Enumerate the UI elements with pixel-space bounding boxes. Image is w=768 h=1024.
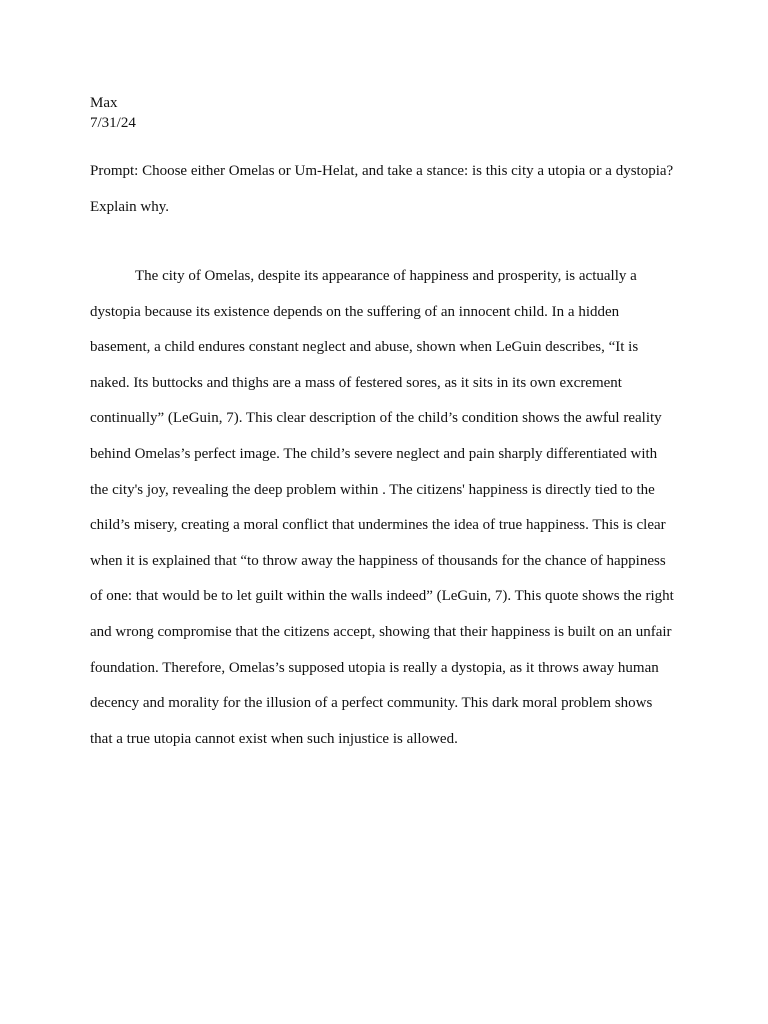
essay-line: behind Omelas’s perfect image. The child’s severe neglect and pain sharply differentiated with bbox=[90, 445, 658, 462]
essay-line: continually” (LeGuin, 7). This clear description of the child’s condition shows the awful reality bbox=[90, 410, 662, 427]
document-header bbox=[90, 93, 136, 133]
essay-line: decency and morality for the illusion of a perfect community. This dark moral problem shows bbox=[90, 695, 653, 712]
essay-line: foundation. Therefore, Omelas’s supposed utopia is really a dystopia, as it throws away human bbox=[90, 659, 659, 676]
essay-line: the city's joy, revealing the deep problem within . The citizens' happiness is directly tied to the bbox=[90, 481, 655, 498]
essay-body bbox=[90, 259, 690, 757]
essay-line: basement, a child endures constant neglect and abuse, shown when LeGuin describes, “It is bbox=[90, 339, 639, 356]
essay-line: The city of Omelas, despite its appearance of happiness and prosperity, is actually a bbox=[135, 268, 637, 284]
document-date: 7/31/24 bbox=[90, 115, 136, 131]
prompt-block bbox=[90, 153, 690, 225]
prompt-line: Prompt: Choose either Omelas or Um-Helat, and take a stance: is this city a utopia or a dystopia? bbox=[90, 163, 674, 179]
essay-line: when it is explained that “to throw away the happiness of thousands for the chance of happiness bbox=[90, 552, 666, 569]
essay-line: naked. Its buttocks and thighs are a mass of festered sores, as it sits in its own excrement bbox=[90, 374, 622, 391]
prompt-line: Explain why. bbox=[90, 199, 170, 215]
essay-line: of one: that would be to let guilt within the walls indeed” (LeGuin, 7). This quote shows the right bbox=[90, 588, 674, 605]
author-name: Max bbox=[90, 95, 118, 111]
essay-line: that a true utopia cannot exist when such injustice is allowed. bbox=[90, 730, 458, 747]
essay-line: child’s misery, creating a moral conflict that undermines the idea of true happiness. This is clear bbox=[90, 517, 666, 534]
essay-line: dystopia because its existence depends on the suffering of an innocent child. In a hidden bbox=[90, 303, 620, 320]
essay-line: and wrong compromise that the citizens accept, showing that their happiness is built on an unfair bbox=[90, 623, 672, 640]
